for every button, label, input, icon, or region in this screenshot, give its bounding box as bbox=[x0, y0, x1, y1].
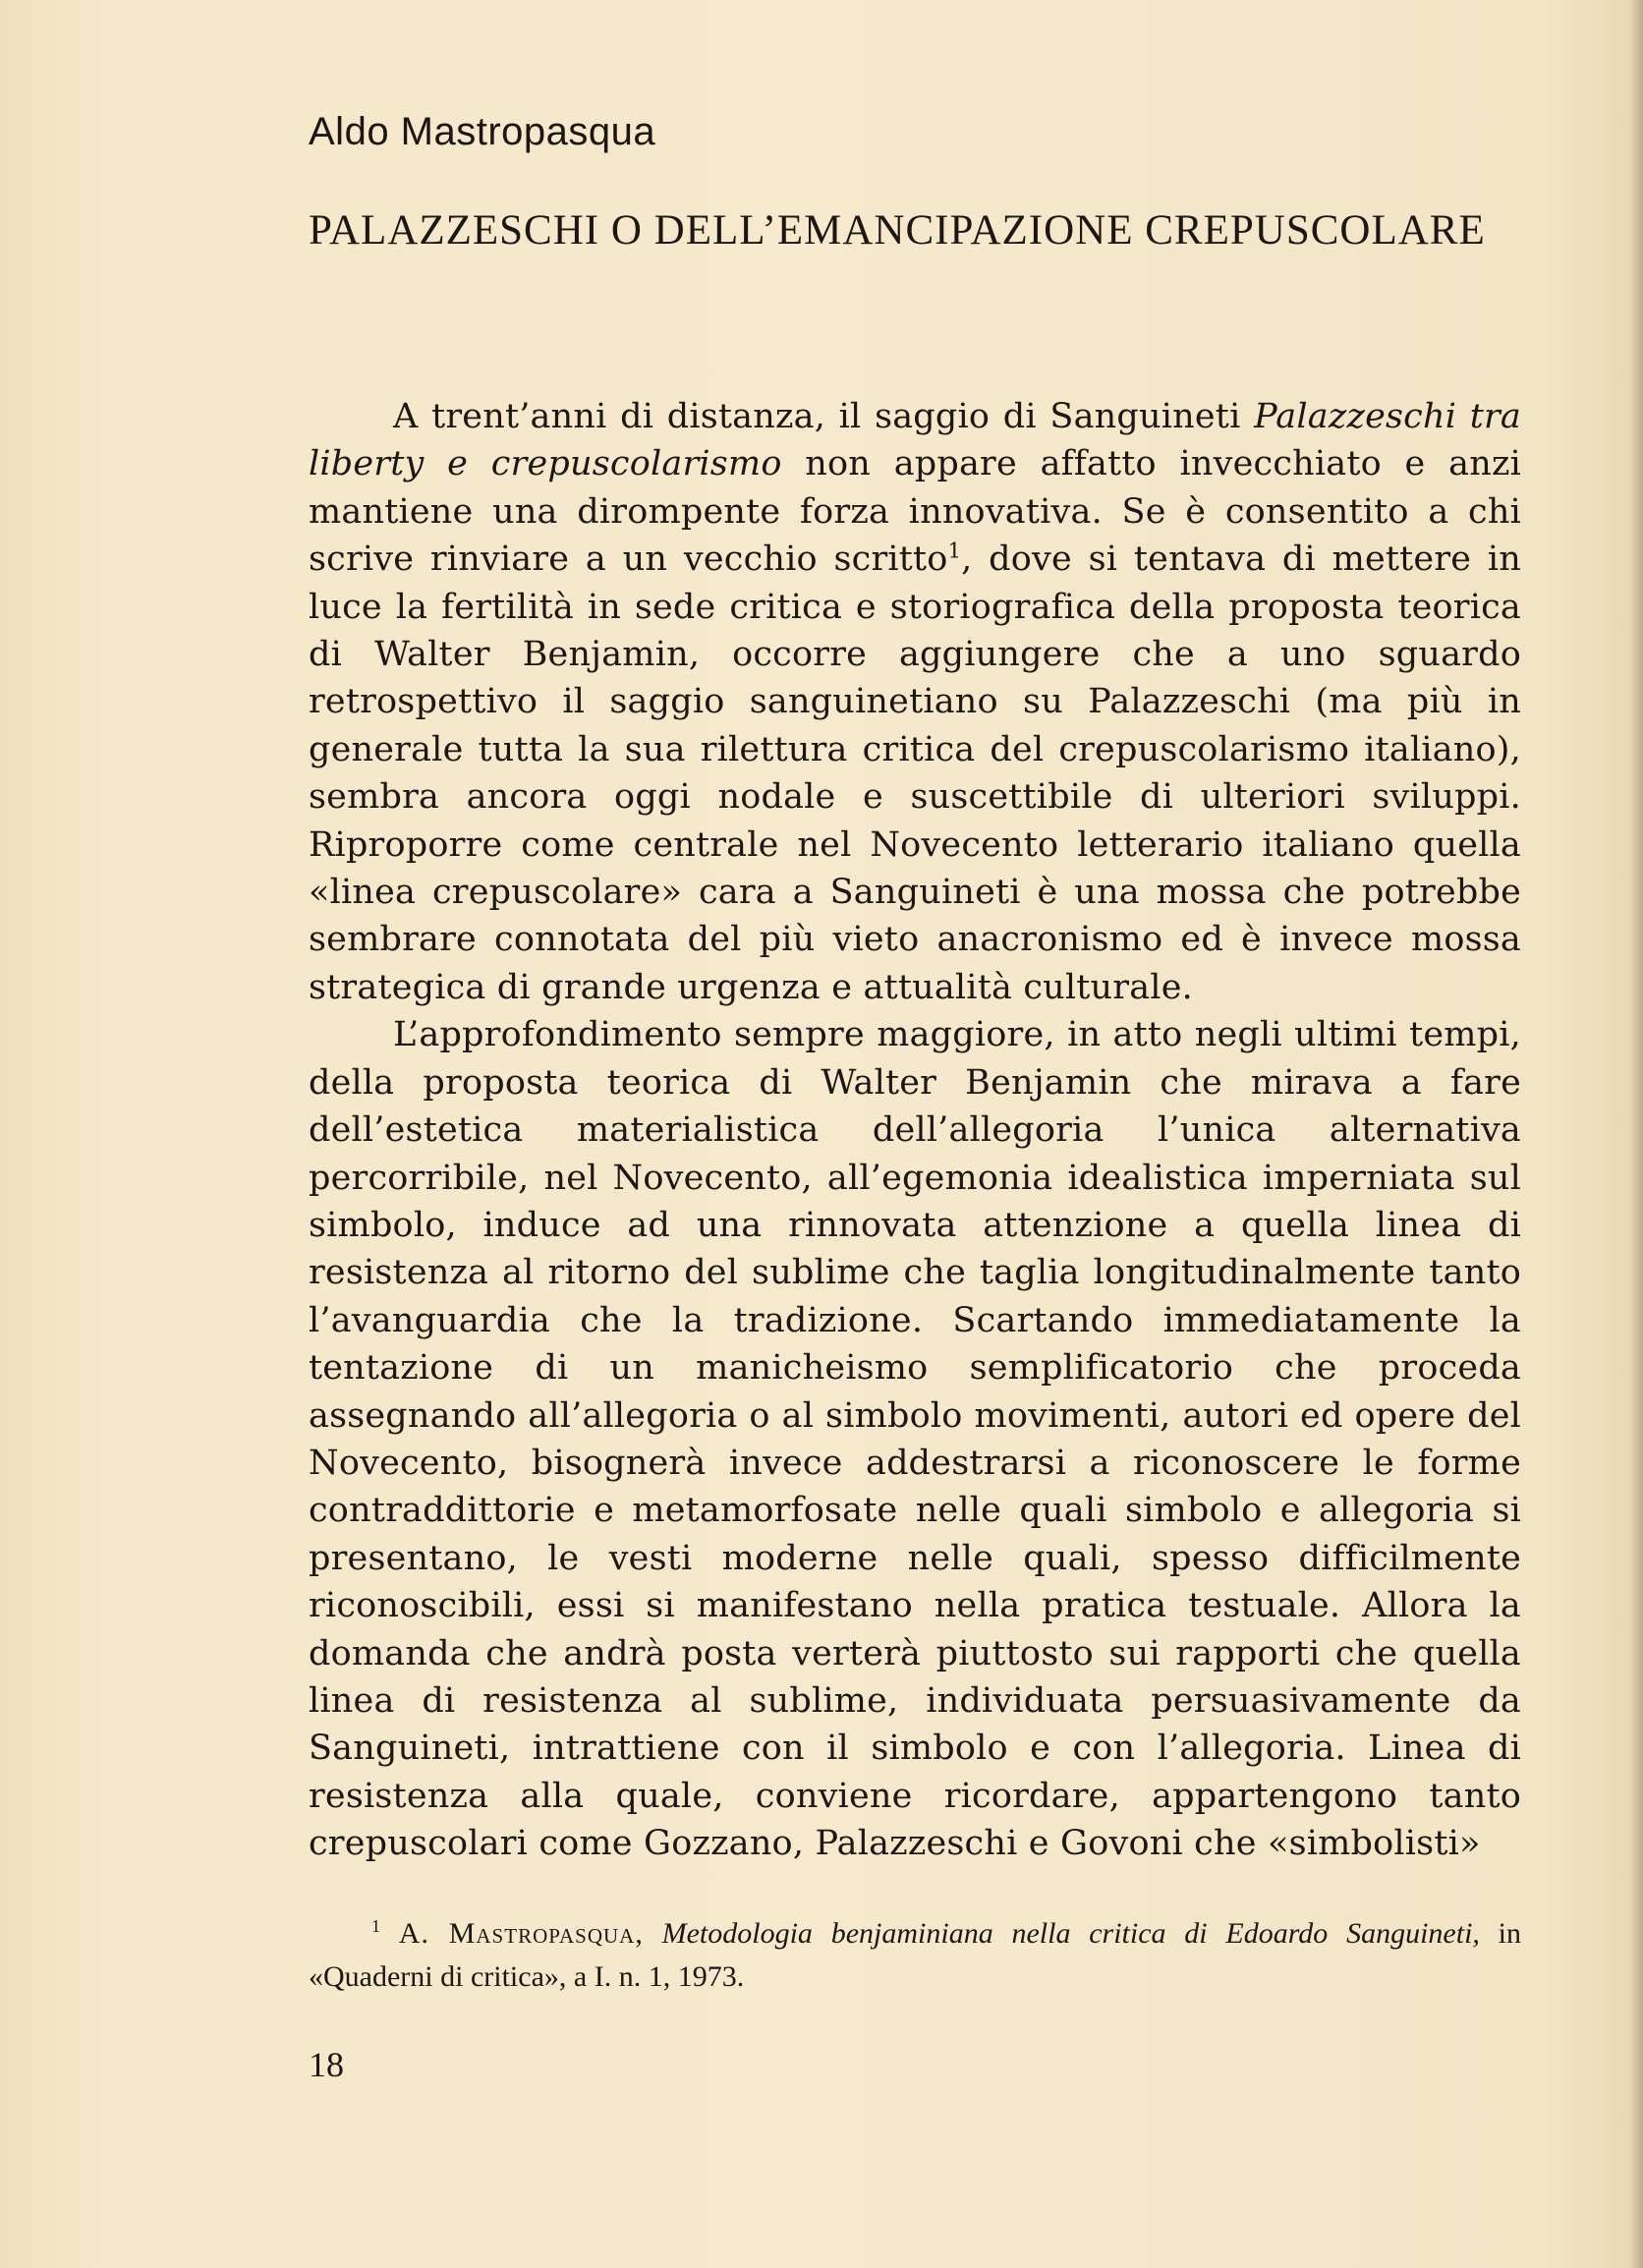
paragraph-1-middle: non appare affatto invecchiato e anzi mantiene una dirompente forza innovativa. Se è consentito a chi scrive rinviare a un vecchio scritto bbox=[309, 444, 1521, 580]
cited-work-title: Palazzeschi tra liberty e crepuscolarismo bbox=[309, 397, 1521, 484]
paragraph-2: L’approfondimento sempre maggiore, in atto negli ultimi tempi, della proposta teorica di Walter Benjamin che mirava a fare dell’estetica materialistica dell’allegoria l’unica alternativa percorribile, nel Novecento, all’egemonia idealistica imperniata sul simbolo, induce ad una rinnovata attenzione a quella linea di resistenza al ritorno del sublime che taglia longitudinalmente tanto l’avanguardia che la tradizione. Scartando immediatamente la tentazione di un manicheismo semplificatorio che proceda assegnando all’allegoria o al simbolo movimenti, autori ed opere del Novecento, bisognerà invece addestrarsi a riconoscere le forme contraddittorie e metamorfosate nelle quali simbolo e allegoria si presentano, le vesti moderne nelle quali, spesso difficilmente riconoscibili, essi si manifestano nella pratica testuale. Allora la domanda che andrà posta verterà piuttosto sui rapporti che quella linea di resistenza al sublime, individuata persuasivamente da Sanguineti, intrattiene con il simbolo e con l’allegoria. Linea di resistenza alla quale, conviene ricordare, appartengono tanto crepuscolari come Gozzano, Palazzeschi e Govoni che «simbolisti» bbox=[309, 1015, 1521, 1864]
footnote-source: in «Quaderni di critica», a I. n. 1, 1973. bbox=[309, 1917, 1522, 1993]
footnote-reference: 1 bbox=[947, 539, 962, 563]
paragraph-1-end: , dove si tentava di mettere in luce la fertilità in sede critica e storiografica della proposta teorica di Walter Benjamin, occorre aggiungere che a uno sguardo retrospettivo il saggio sanguinetiano su Palazzeschi (ma più in generale tutta la sua rilettura critica del crepuscolarismo italiano), sembra ancora oggi nodale e suscettibile di ulteriori sviluppi. Riproporre come centrale nel Novecento letterario italiano quella «linea crepuscolare» cara a Sanguineti è una mossa che potrebbe sembrare connotata del più vieto anacronismo ed è invece mossa strategica di grande urgenza e attualità culturale. bbox=[309, 539, 1522, 1007]
paragraph-1-start: A trent’anni di distanza, il saggio di Sanguineti bbox=[393, 397, 1255, 436]
essay-title: PALAZZESCHI O DELL’EMANCIPAZIONE CREPUSCOLARE bbox=[309, 207, 1486, 254]
essay-body bbox=[309, 393, 1521, 1868]
footnote-number: 1 bbox=[371, 1916, 380, 1936]
footnote-title: Metodologia benjaminiana nella critica di Edoardo Sanguineti, bbox=[661, 1917, 1480, 1950]
footnote bbox=[309, 1912, 1521, 1999]
footnote-author: A. Mastropasqua, bbox=[398, 1917, 644, 1950]
page-edge-shadow bbox=[1629, 0, 1643, 2268]
paragraph-1 bbox=[309, 393, 1521, 1011]
author-name: Aldo Mastropasqua bbox=[309, 110, 656, 153]
page-number: 18 bbox=[309, 2045, 344, 2084]
